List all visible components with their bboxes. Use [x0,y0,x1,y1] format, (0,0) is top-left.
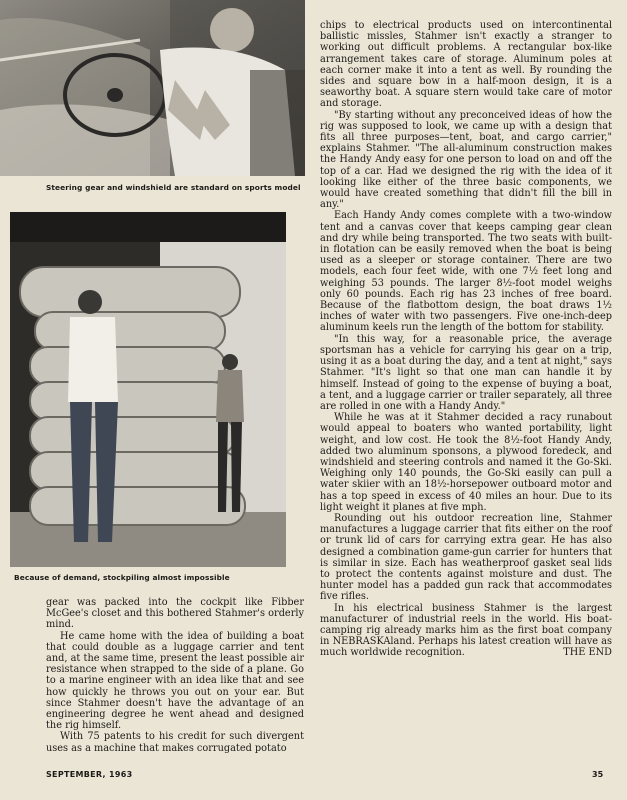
stacked-boats-photo-art [10,212,286,567]
page-number: 35 [592,770,604,779]
left-paragraph-2: He came home with the idea of building a boat that could double as a luggage carrier and tent and, at the same time, present the least possible air resistance when strapped to the side of a plane. Go to a marine engineer with an idea like that and see how quickly he throws you out on your ear. But since Stahmer doesn't have the advantage of an engineering degree he went ahead and designed the rig himself. [46,630,304,732]
the-end-mark: THE END [563,647,612,659]
steering-gear-photo-art [0,0,305,176]
stacked-boats-photo [10,212,286,567]
right-paragraph-6: Rounding out his outdoor recreation line, Stahmer manufactures a luggage carrier that fits either on the roof or trunk lid of cars for carrying extra gear. He has also designed a combination game-gun carrier for hunters that is similar in size. Each has weatherproof gasket seal lids to protect the contents against moisture and dust. The hunter model has a padded gun rack that accommodates five rifles. [320,512,612,603]
right-paragraph-4: "In this way, for a reasonable price, the average sportsman has a vehicle for carrying his gear on a trip, using it as a boat during the day, and a tent at night," says Stahmer. "It's light so that one man can handle it by himself. Instead of going to the expense of buying a boat, a tent, and a luggage carrier or trailer separately, all three are rolled in one with a Handy Andy." [320,333,612,412]
right-paragraph-5: While he was at it Stahmer decided a racy runabout would appeal to boaters who wanted portability, light weight, and low cost. He took the 8½-foot Handy Andy, added two aluminum sponsons, a plywood foredeck, and windshield and steering controls and named it the Go-Ski. Weighing only 140 pounds, the Go-Ski easily can pull a water skiier with an 18½-horsepower outboard motor and has a top speed in excess of 40 miles an hour. Due to its light weight it planes at five mph. [320,412,612,513]
steering-gear-photo [0,0,305,176]
issue-date: SEPTEMBER, 1963 [46,770,133,779]
right-paragraph-7 [320,603,612,659]
stockpiling-caption: Because of demand, stockpiling almost impossible [14,573,230,582]
right-paragraph-1: chips to electrical products used on intercontinental ballistic missles, Stahmer isn't exactly a stranger to working out difficult problems. A rectangular box-like arrangement takes care of storage. Aluminum poles at each corner make it into a tent as well. By rounding the sides and square bow in a half-moon design, it is a seaworthy boat. A square stern would take care of motor and storage. [320,20,612,110]
left-article-column [46,597,304,754]
right-paragraph-3: Each Handy Andy comes complete with a two-window tent and a canvas cover that keeps camping gear clean and dry while being transported. The two seats with built-in flotation can be easily removed when the boat is being used as a sleeper or storage container. There are two models, each four feet wide, with one 7½ feet long and weighing 53 pounds. The larger 8½-foot model weighs only 60 pounds. Each rig has 23 inches of free board. Because of the flatbottom design, the boat draws 1½ inches of water with two passengers. Five one-inch-deep aluminum keels run the length of the bottom for stability. [320,210,612,334]
right-paragraph-2: "By starting without any preconceived ideas of how the rig was supposed to look, we came up with a design that fits all three purposes—tent, boat, and cargo carrier," explains Stahmer. "The all-aluminum construction makes the Handy Andy easy for one person to load on and off the top of a car. Had we designed the rig with the idea of it looking like either of the three basic components, we would have created something that didn't fill the bill in any." [320,109,612,211]
right-article-column [320,20,612,659]
right-paragraph-7-text: In his electrical business Stahmer is the largest manufacturer of industrial reels in the world. His boat-camping rig already marks him as the first boat company in NEBRASKAland. Perhaps his latest creation will have as much worldwide recognition. [320,602,612,659]
left-paragraph-3: With 75 patents to his credit for such divergent uses as a machine that makes corrugated potato [46,731,304,754]
steering-gear-caption: Steering gear and windshield are standard on sports model [46,183,301,192]
left-paragraph-1: gear was packed into the cockpit like Fibber McGee's closet and this bothered Stahmer's orderly mind. [46,597,304,631]
